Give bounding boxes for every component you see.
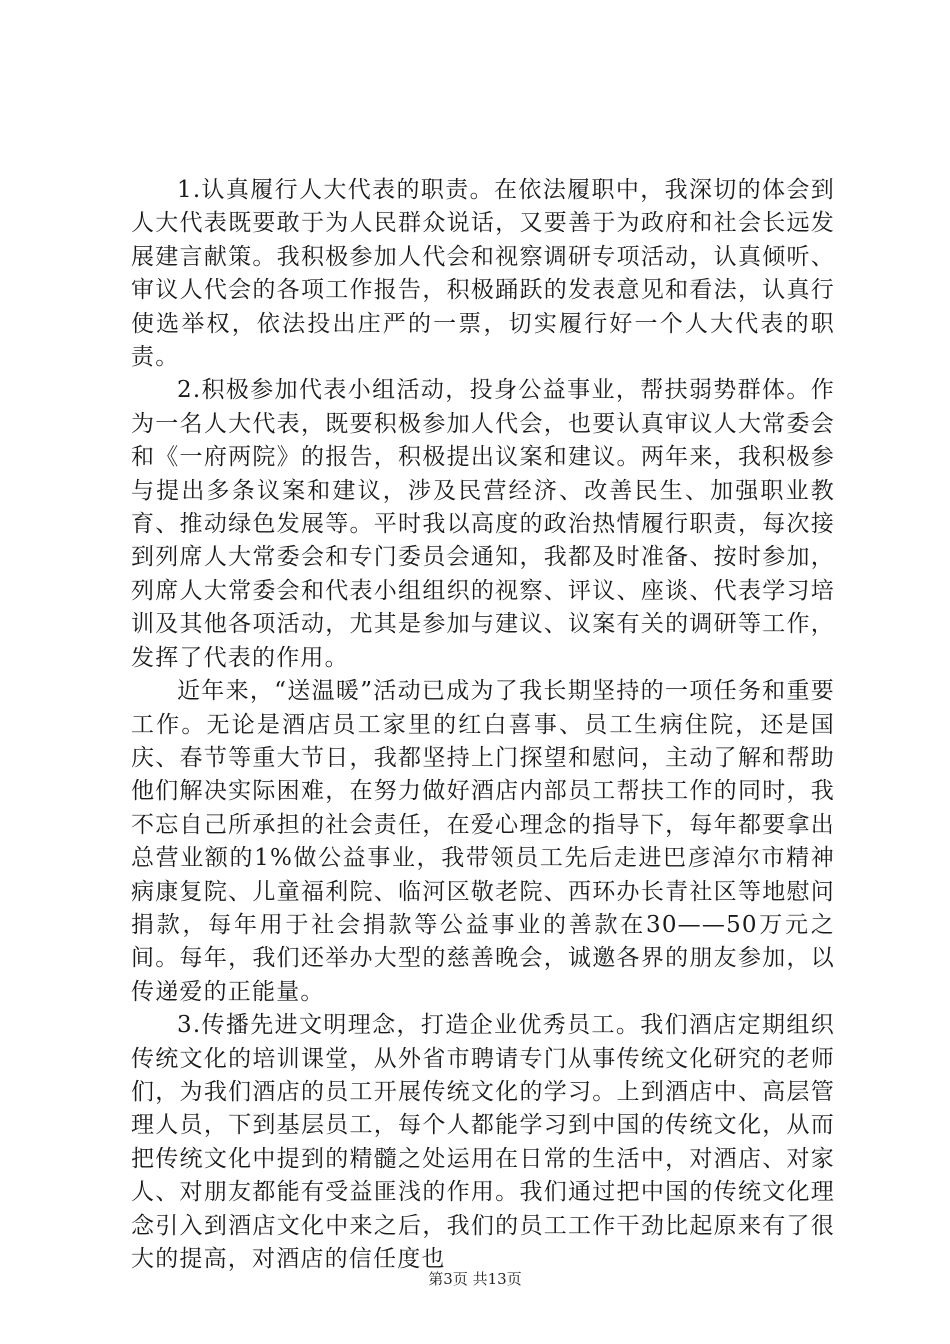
paragraph-duty: 1.认真履行人大代表的职责。在依法履职中，我深切的体会到人大代表既要敢于为人民群众说话，又要善于为政府和社会长远发展建言献策。我积极参加人代会和视察调研专项活动，认真倾听、审议人代会的各项工作报告，积极踊跃的发表意见和看法，认真行使选举权，依法投出庄严的一票，切实履行好一个人大代表的职责。 (131, 177, 835, 371)
paragraph-warmth-activity: 近年来，“送温暖”活动已成为了我长期坚持的一项任务和重要工作。无论是酒店员工家里的红白喜事、员工生病住院，还是国庆、春节等重大节日，我都坚持上门探望和慰问，主动了解和帮助他们解决实际困难，在努力做好酒店内部员工帮扶工作的同时，我不忘自己所承担的社会责任，在爱心理念的指导下，每年都要拿出总营业额的1%做公益事业，我带领员工先后走进巴彦淖尔市精神病康复院、儿童福利院、临河区敬老院、西环办长青社区等地慰问捐款，每年用于社会捐款等公益事业的善款在30——50万元之间。每年，我们还举办大型的慈善晚会，诚邀各界的朋友参加，以传递爱的正能量。 (131, 678, 835, 1005)
paragraph-group-activity: 2.积极参加代表小组活动，投身公益事业，帮扶弱势群体。作为一名人大代表，既要积极参加人代会，也要认真审议人大常委会和《一府两院》的报告，积极提出议案和建议。两年来，我积极参与提出多条议案和建议，涉及民营经济、改善民生、加强职业教育、推动绿色发展等。平时我以高度的政治热情履行职责，每次接到列席人大常委会和专门委员会通知，我都及时准备、按时参加，列席人大常委会和代表小组组织的视察、评议、座谈、代表学习培训及其他各项活动，尤其是参加与建议、议案有关的调研等工作，发挥了代表的作用。 (131, 377, 835, 671)
page-number-footer: 第3页 共13页 (428, 1270, 522, 1288)
body-text (131, 174, 835, 1276)
paragraph-culture: 3.传播先进文明理念，打造企业优秀员工。我们酒店定期组织传统文化的培训课堂，从外省市聘请专门从事传统文化研究的老师们，为我们酒店的员工开展传统文化的学习。上到酒店中、高层管理人员，下到基层员工，每个人都能学习到中国的传统文化，从而把传统文化中提到的精髓之处运用在日常的生活中，对酒店、对家人、对朋友都能有受益匪浅的作用。我们通过把中国的传统文化理念引入到酒店文化中来之后，我们的员工工作干劲比起原来有了很大的提高，对酒店的信任度也 (131, 1012, 835, 1272)
